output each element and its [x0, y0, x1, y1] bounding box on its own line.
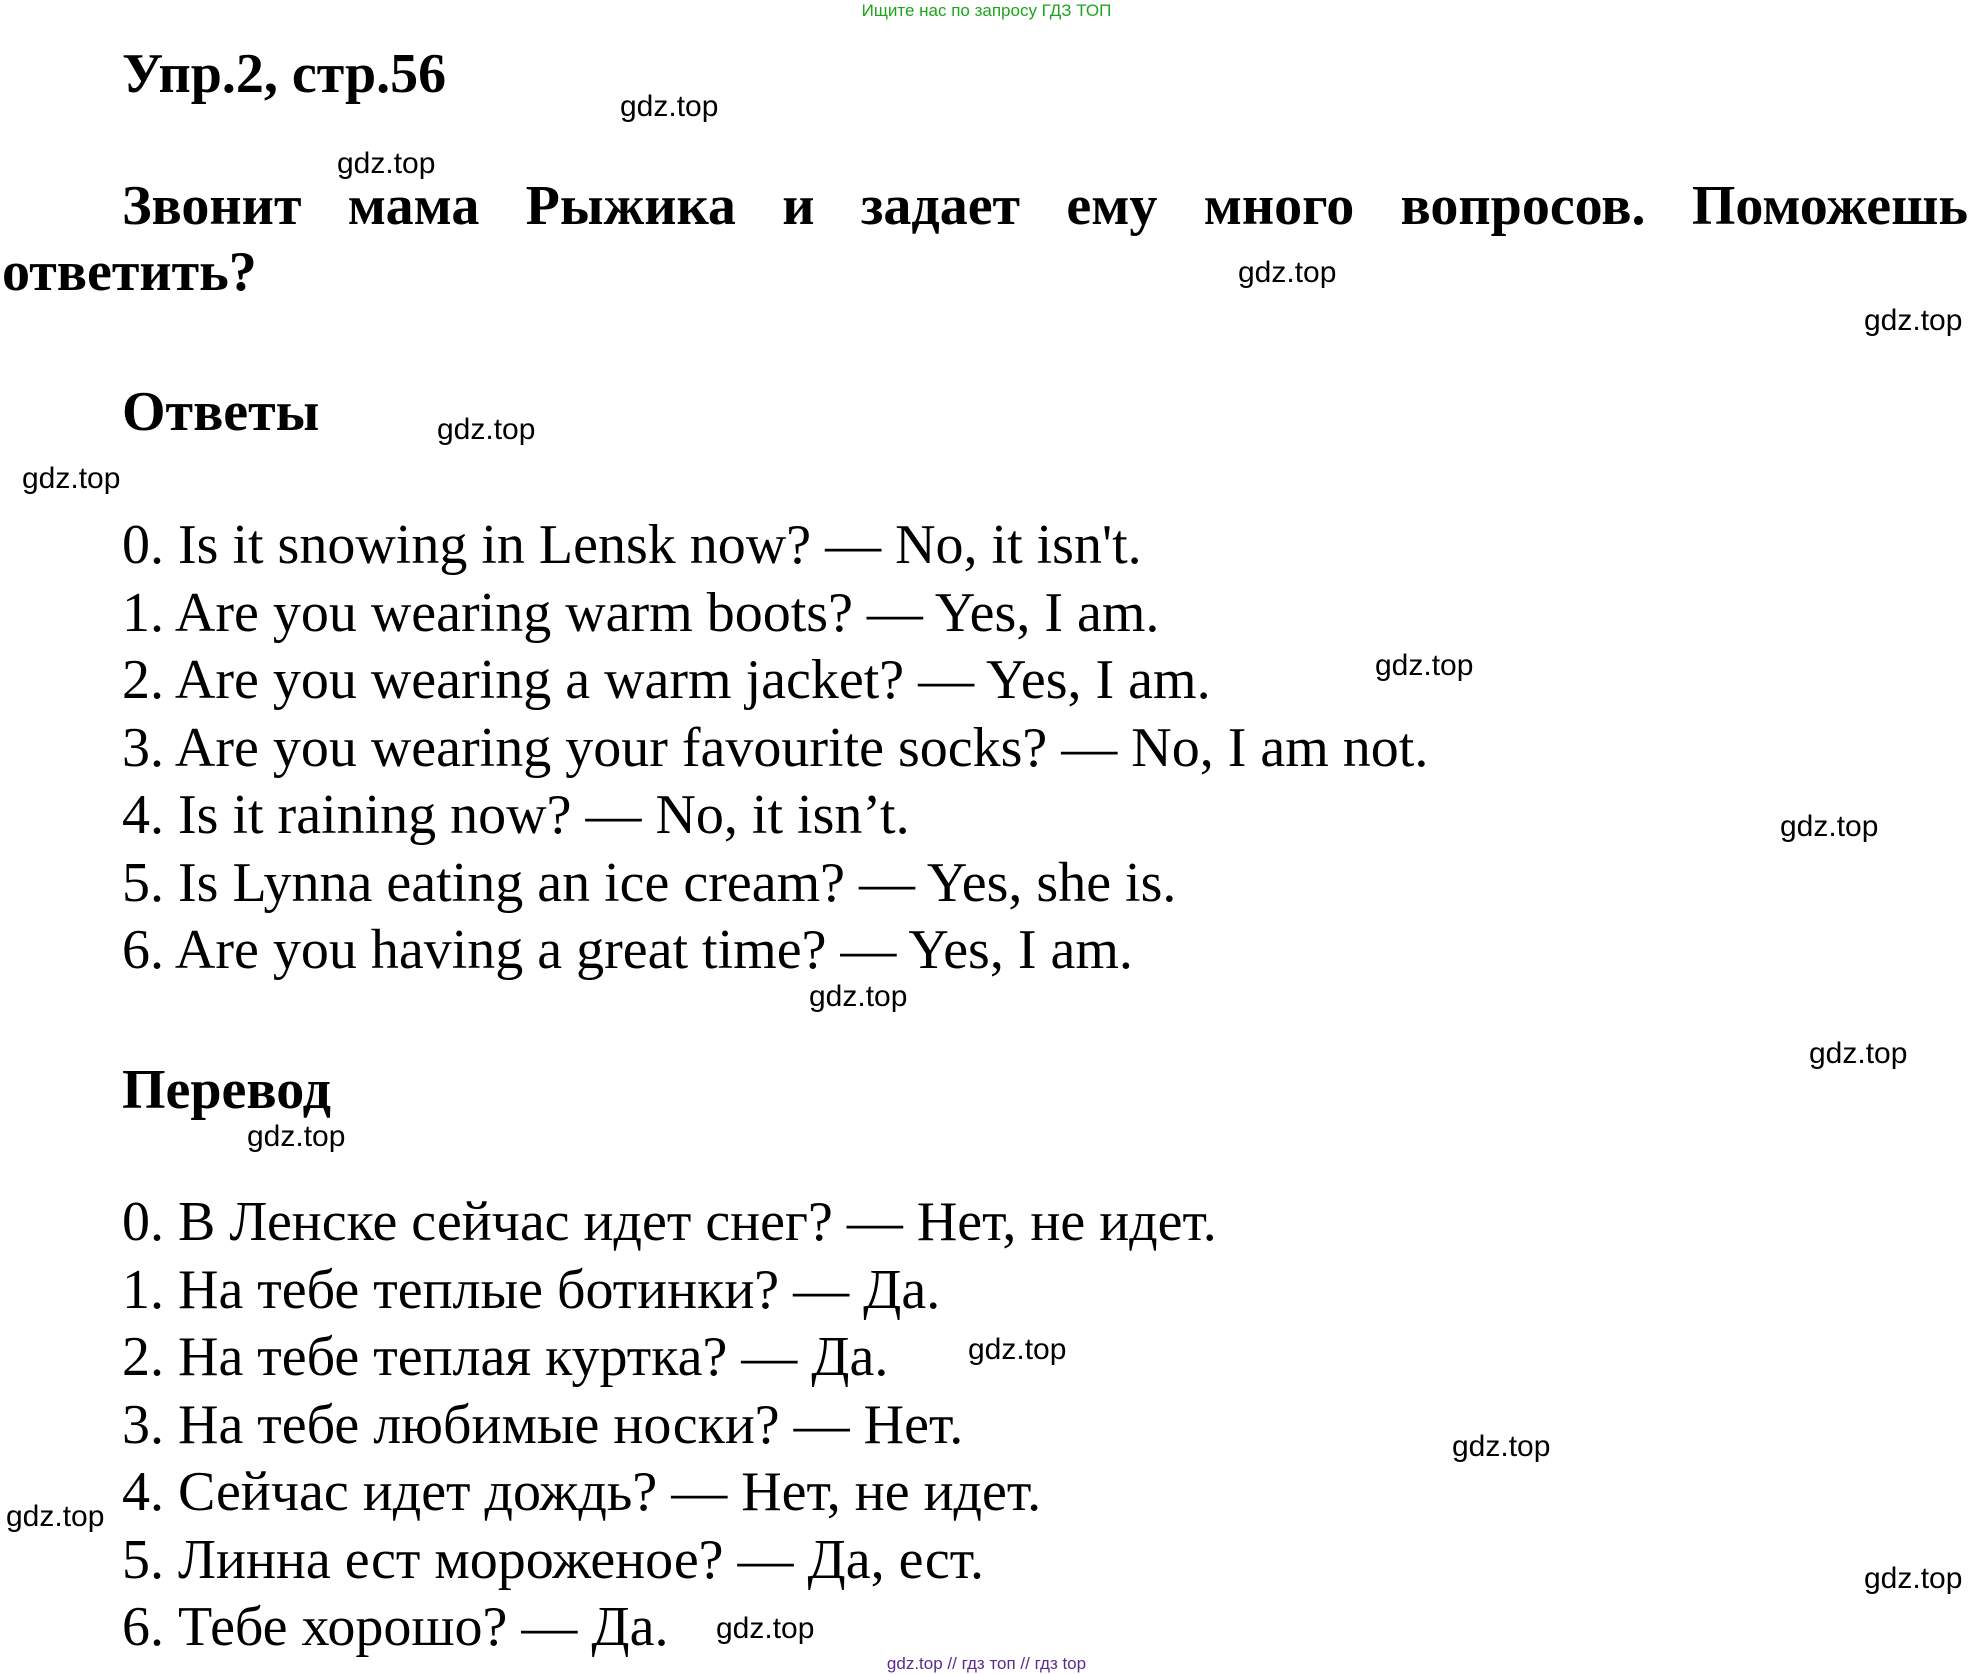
- answers-heading: Ответы: [122, 381, 320, 443]
- translation-heading: Перевод: [122, 1059, 331, 1121]
- answer-item-0: 0. Is it snowing in Lensk now? — No, it isn't.: [122, 514, 1142, 576]
- answer-item-2: 2. Are you wearing a warm jacket? — Yes, I am.: [122, 649, 1211, 711]
- watermark: gdz.top: [1375, 649, 1474, 682]
- translation-item-2: 2. На тебе теплая куртка? — Да.: [122, 1326, 889, 1388]
- translation-item-4: 4. Сейчас идет дождь? — Нет, не идет.: [122, 1461, 1042, 1523]
- translation-item-5: 5. Линна ест мороженое? — Да, ест.: [122, 1528, 984, 1591]
- top-banner: Ищите нас по запросу ГДЗ ТОП: [861, 1, 1112, 20]
- exercise-instruction: Звонит мама Рыжика и задает ему много вопросов. Поможешь ответить?: [2, 175, 1968, 303]
- watermark: gdz.top: [6, 1500, 105, 1533]
- watermark: gdz.top: [968, 1333, 1067, 1366]
- answer-item-5: 5. Is Lynna eating an ice cream? — Yes, she is.: [122, 851, 1177, 914]
- watermark: gdz.top: [716, 1612, 815, 1645]
- watermark: gdz.top: [247, 1120, 346, 1153]
- watermark: gdz.top: [1864, 1562, 1963, 1595]
- watermark: gdz.top: [437, 413, 536, 446]
- answer-item-6: 6. Are you having a great time? — Yes, I am.: [122, 919, 1133, 981]
- watermark: gdz.top: [337, 147, 436, 180]
- answers-list: [122, 512, 1428, 985]
- translation-item-0: 0. В Ленске сейчас идет снег? — Нет, не идет.: [122, 1191, 1217, 1253]
- translation-item-1: 1. На тебе теплые ботинки? — Да.: [122, 1258, 941, 1321]
- translation-item-3: 3. На тебе любимые носки? — Нет.: [122, 1393, 964, 1456]
- page-title: Упр.2, стр.56: [122, 43, 447, 105]
- watermark: gdz.top: [620, 90, 719, 123]
- watermark: gdz.top: [22, 462, 121, 495]
- translation-item-6: 6. Тебе хорошо? — Да.: [122, 1596, 669, 1658]
- translation-list: [122, 1189, 1217, 1662]
- answer-item-1: 1. Are you wearing warm boots? — Yes, I am.: [122, 581, 1160, 644]
- answer-item-3: 3. Are you wearing your favourite socks? — No, I am not.: [122, 716, 1429, 779]
- watermark: gdz.top: [1809, 1037, 1908, 1070]
- watermark: gdz.top: [1238, 256, 1337, 289]
- watermark: gdz.top: [809, 980, 908, 1013]
- watermark: gdz.top: [1780, 810, 1879, 843]
- watermark: gdz.top: [1452, 1430, 1551, 1463]
- answer-item-4: 4. Is it raining now? — No, it isn’t.: [122, 784, 910, 846]
- watermark: gdz.top: [1864, 304, 1963, 337]
- footer: gdz.top // гдз топ // гдз top: [886, 1654, 1087, 1673]
